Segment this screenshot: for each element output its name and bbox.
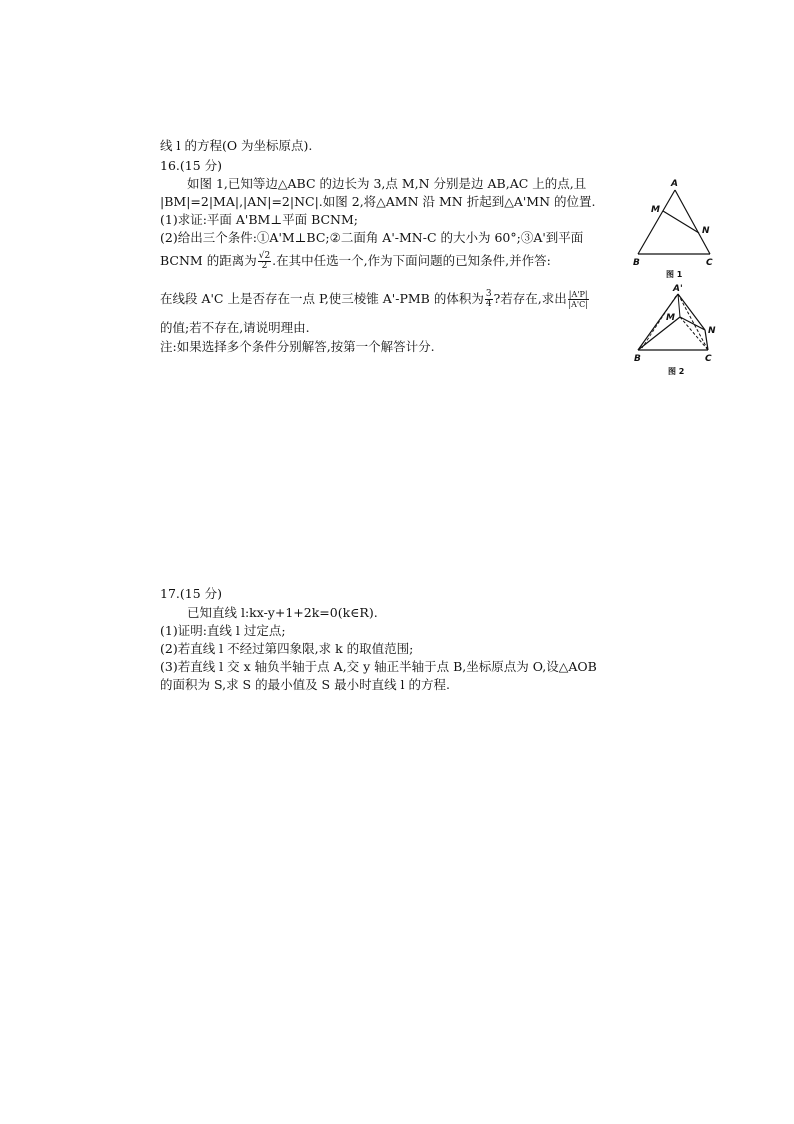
problem-16-note: 注:如果选择多个条件分别解答,按第一个解答计分. — [160, 339, 435, 354]
fraction-3-over-4 — [485, 290, 493, 309]
label-c: C — [706, 258, 713, 268]
label-n: N — [702, 226, 710, 236]
problem-16-line-2: |BM|=2|MA|,|AN|=2|NC|.如图 2,将△AMN 沿 MN 折起到△A'MN 的位置. — [160, 194, 596, 209]
text: BCNM 的距离为 — [160, 253, 257, 268]
fraction-denominator: 2 — [261, 261, 268, 271]
fraction-sqrt2-over-2 — [258, 252, 271, 271]
text: .在其中任选一个,作为下面问题的已知条件,并作答: — [272, 253, 551, 268]
figure-2 — [628, 282, 724, 382]
problem-17-part-3: (3)若直线 l 交 x 轴负半轴于点 A,交 y 轴正半轴于点 B,坐标原点为 O,设△AOB — [160, 659, 597, 674]
problem-15-tail: 线 l 的方程(O 为坐标原点). — [160, 138, 313, 153]
label-n: N — [708, 326, 716, 336]
problem-16-header: 16.(15 分) — [160, 158, 223, 173]
label-b: B — [634, 354, 641, 364]
fraction-ratio — [568, 290, 589, 309]
edge-a-n — [678, 294, 705, 330]
problem-16-part-2: (2)给出三个条件:①A'M⊥BC;②二面角 A'-MN-C 的大小为 60°;③A'到平面 — [160, 230, 584, 245]
fraction-numerator: 3 — [485, 289, 492, 299]
label-a: A — [671, 179, 678, 189]
fraction-denominator: |A'C| — [568, 300, 588, 309]
figure-1-caption: 图 1 — [666, 270, 683, 279]
text: 在线段 A'C 上是否存在一点 P,使三棱锥 A'-PMB 的体积为 — [160, 291, 484, 306]
problem-17-header: 17.(15 分) — [160, 586, 223, 601]
text: ?若存在,求出 — [493, 291, 567, 306]
label-m: M — [666, 313, 675, 323]
figure-2-diagram — [628, 282, 724, 364]
problem-16-line-6 — [160, 290, 590, 309]
problem-17-line-1: 已知直线 l:kx-y+1+2k=0(k∈R). — [187, 605, 378, 620]
fraction-denominator: 4 — [485, 299, 492, 309]
edge-a-c-dashed — [678, 294, 708, 350]
problem-17-part-2: (2)若直线 l 不经过第四象限,求 k 的取值范围; — [160, 641, 414, 656]
problem-16-line-1: 如图 1,已知等边△ABC 的边长为 3,点 M,N 分别是边 AB,AC 上的点,且 — [187, 176, 587, 191]
edge-m-n — [680, 317, 705, 330]
label-c: C — [705, 354, 712, 364]
problem-16-part-1: (1)求证:平面 A'BM⊥平面 BCNM; — [160, 212, 358, 227]
edge-ab — [638, 190, 675, 254]
segment-mn — [663, 211, 699, 233]
figure-1-diagram — [628, 176, 724, 266]
fraction-numerator: |A'P| — [568, 290, 588, 299]
fraction-numerator: √2 — [258, 251, 271, 261]
label-m: M — [651, 205, 660, 215]
label-a-prime: A' — [673, 284, 683, 294]
figure-1 — [628, 176, 724, 286]
problem-16-line-7: 的值;若不存在,请说明理由. — [160, 320, 310, 335]
edge-m-c-dashed — [680, 317, 708, 350]
figure-2-caption: 图 2 — [668, 367, 685, 376]
label-b: B — [633, 258, 640, 268]
problem-17-part-1: (1)证明:直线 l 过定点; — [160, 623, 286, 638]
problem-16-line-5 — [160, 252, 551, 271]
edge-a-m — [678, 294, 680, 317]
problem-17-line-5: 的面积为 S,求 S 的最小值及 S 最小时直线 l 的方程. — [160, 677, 451, 692]
